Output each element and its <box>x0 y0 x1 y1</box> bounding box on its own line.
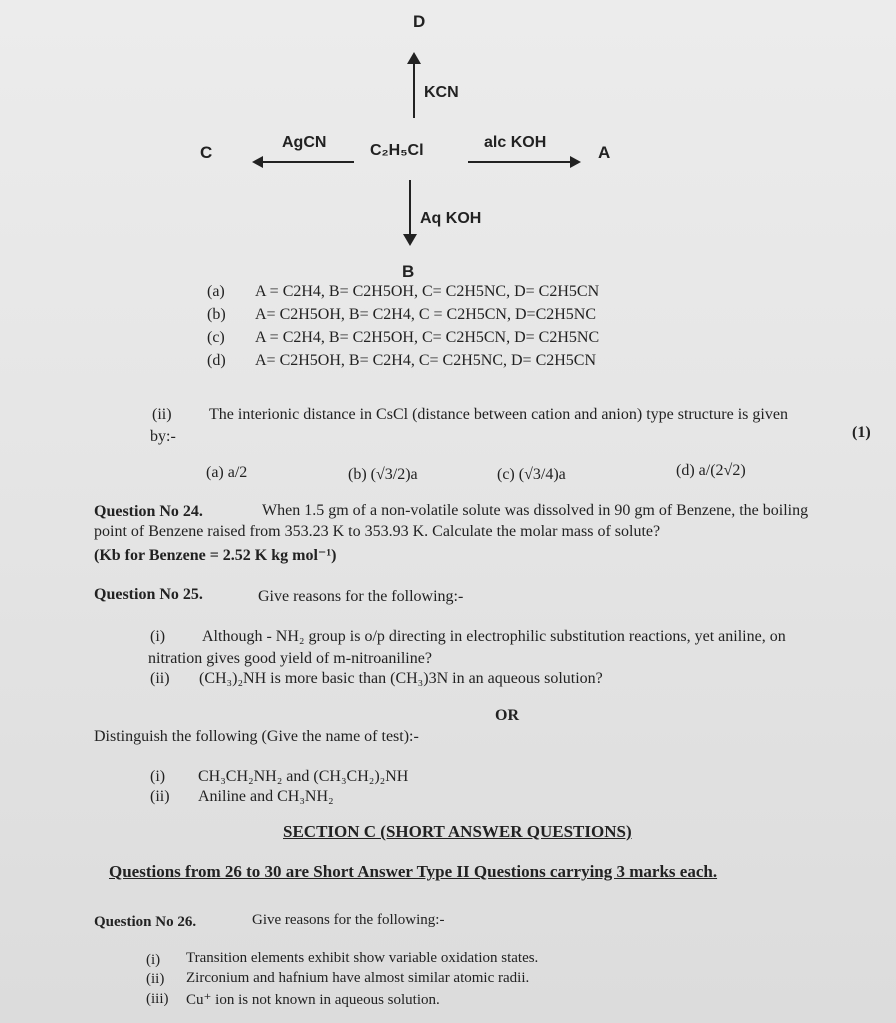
product-b-label: B <box>402 262 415 281</box>
option-a: (a) A = C2H4, B= C2H5OH, C= C2H5NC, D= C2H5CN <box>207 283 600 300</box>
part-ii-option-b: (b) (√3/2)a <box>348 466 418 483</box>
product-c-label: C <box>200 143 213 162</box>
q25-i-line1: Although - NH₂ group is o/p directing in electrophilic substitution reactions, yet aniline, on <box>202 628 786 645</box>
q25-heading: Question No 25. <box>94 586 203 603</box>
q26-item-i-text: Transition elements exhibit show variable oxidation states. <box>186 950 539 966</box>
marks-label: (1) <box>852 424 871 441</box>
q24-line1: When 1.5 gm of a non-volatile solute was dissolved in 90 gm of Benzene, the boiling <box>262 502 809 519</box>
reagent-agcn-label: AgCN <box>282 134 327 151</box>
q25-ii-label: (ii) <box>150 670 170 687</box>
distinguish-ii-text: Aniline and CH₃NH₂ <box>198 788 334 805</box>
section-c-title: SECTION C (SHORT ANSWER QUESTIONS) <box>283 822 632 841</box>
arrow-right-line <box>468 161 572 163</box>
q26-item-iii-text: Cu⁺ ion is not known in aqueous solution. <box>186 992 440 1008</box>
part-ii-option-c: (c) (√3/4)a <box>497 466 566 483</box>
part-ii-question-cont: by:- <box>150 428 176 445</box>
or-label: OR <box>495 707 519 724</box>
q24-line2: point of Benzene raised from 353.23 K to 353.93 K. Calculate the molar mass of solute? <box>94 523 661 540</box>
arrow-left-head <box>252 156 263 168</box>
q24-line3: (Kb for Benzene = 2.52 K kg mol⁻¹) <box>94 547 337 564</box>
option-b: (b) A= C2H5OH, B= C2H4, C = C2H5CN, D=C2H5NC <box>207 306 597 323</box>
reactant-label: C₂H₅Cl <box>370 142 424 159</box>
part-ii-option-d: (d) a/(2√2) <box>676 462 746 479</box>
section-c-subtitle: Questions from 26 to 30 are Short Answer Type II Questions carrying 3 marks each. <box>109 862 718 881</box>
q26-item-ii-text: Zirconium and hafnium have almost similar atomic radii. <box>186 970 530 986</box>
arrow-down-head <box>403 234 417 246</box>
arrow-up-line <box>413 62 415 118</box>
product-a-label: A <box>598 143 611 162</box>
option-c: (c) A = C2H4, B= C2H5OH, C= C2H5CN, D= C2H5NC <box>207 329 600 346</box>
q25-i-label: (i) <box>150 628 166 645</box>
reagent-alc-koh-label: alc KOH <box>484 134 547 151</box>
option-d: (d) A= C2H5OH, B= C2H4, C= C2H5NC, D= C2H5CN <box>207 352 597 369</box>
q25-intro: Give reasons for the following:- <box>258 588 464 605</box>
arrow-down-line <box>409 180 411 236</box>
part-ii-option-a: (a) a/2 <box>206 464 248 481</box>
q25-ii-text: (CH₃)₂NH is more basic than (CH₃)3N in an aqueous solution? <box>199 670 603 687</box>
arrow-up-head <box>407 52 421 64</box>
distinguish-i-text: CH₃CH₂NH₂ and (CH₃CH₂)₂NH <box>198 768 409 785</box>
part-ii-label: (ii) <box>152 406 172 423</box>
q25-i-line2: nitration gives good yield of m-nitroaniline? <box>148 650 432 667</box>
reagent-aq-koh-label: Aq KOH <box>420 210 482 227</box>
part-ii-question: The interionic distance in CsCl (distance between cation and anion) type structure is given <box>209 406 788 423</box>
q24-heading: Question No 24. <box>94 503 203 520</box>
product-d-label: D <box>413 12 426 31</box>
reagent-kcn-label: KCN <box>424 84 459 101</box>
arrow-left-line <box>262 161 354 163</box>
distinguish-intro: Distinguish the following (Give the name of test):- <box>94 728 419 745</box>
distinguish-i-label: (i) <box>150 768 166 785</box>
distinguish-ii-label: (ii) <box>150 788 170 805</box>
q26-item-ii-label: (ii) <box>146 971 165 987</box>
arrow-right-head <box>570 156 581 168</box>
q26-intro: Give reasons for the following:- <box>252 912 445 928</box>
q26-item-iii-label: (iii) <box>146 991 169 1007</box>
q26-item-i-label: (i) <box>146 952 161 968</box>
q26-heading: Question No 26. <box>94 914 197 930</box>
